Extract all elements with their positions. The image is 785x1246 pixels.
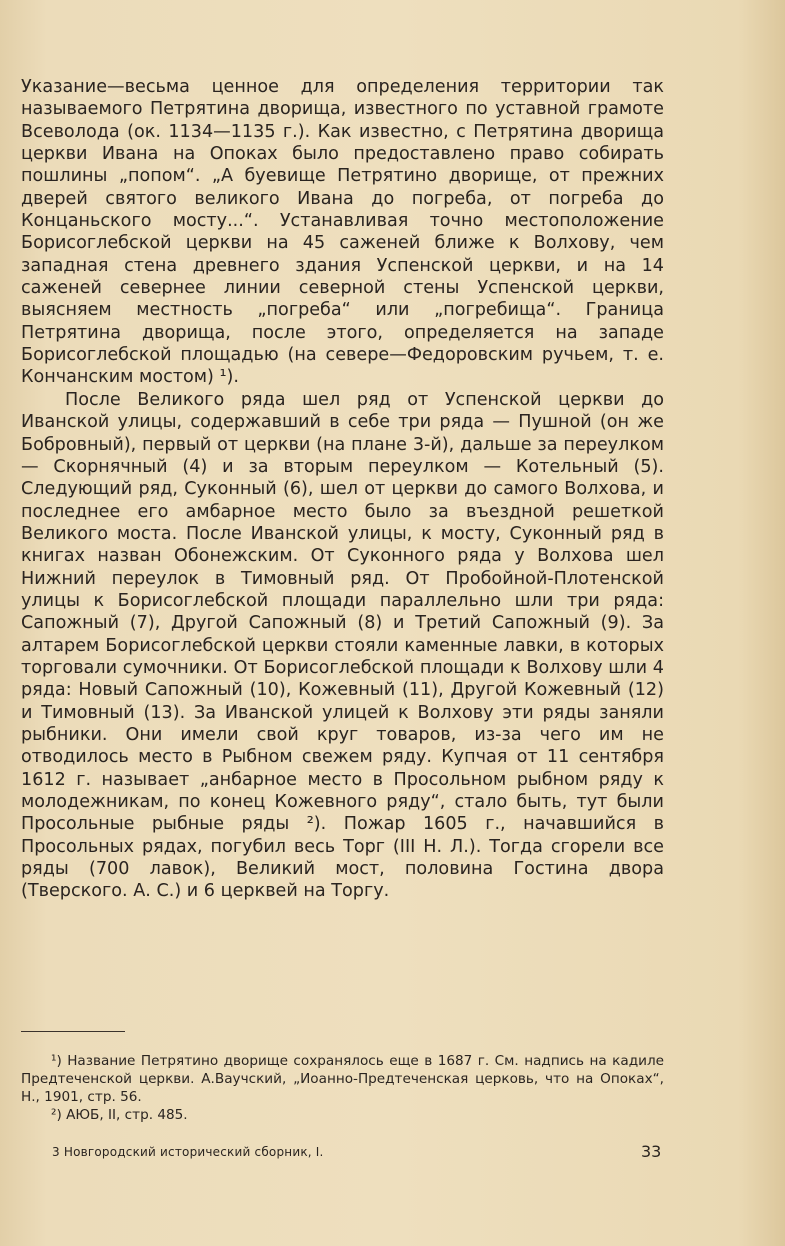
- printer-signature: 3 Новгородский исторический сборник, I.: [52, 1145, 324, 1159]
- footnote-2: ²) АЮБ, II, стр. 485.: [51, 1107, 188, 1123]
- footnote-1: ¹) Название Петрятино дворище сохранялось еще в 1687 г. См. надпись на кадиле Предтеченской церкви. А.Ваучский, „Иоанно-Предтеченская церковь, что на Опоках“, Н., 1901, стр. 56.: [21, 1053, 664, 1105]
- footnote-divider: [21, 1031, 125, 1032]
- footnotes: [21, 1052, 664, 1124]
- paragraph-2: После Великого ряда шел ряд от Успенской церкви до Иванской улицы, содержавший в себе три ряда — Пушной (он же Бобровный), первый от церкви (на плане 3-й), дальше за переулком — Скорнячный (4) и за вторым переулком — Котельный (5). Следующий ряд, Суконный (6), шел от церкви до самого Волхова, и последнее его амбарное место было за въездной решеткой Великого моста. После Иванской улицы, к мосту, Суконный ряд в книгах назван Обонежским. От Суконного ряда у Волхова шел Нижний переулок в Тимовный ряд. От Пробойной-Плотенской улицы к Борисоглебской площади параллельно шли три ряда: Сапожный (7), Другой Сапожный (8) и Третий Сапожный (9). За алтарем Борисоглебской церкви стояли каменные лавки, в которых торговали сумочники. От Борисоглебской площади к Волхову шли 4 ряда: Новый Сапожный (10), Кожевный (11), Другой Кожевный (12) и Тимовный (13). За Иванской улицей к Волхову эти ряды заняли рыбники. Они имели свой круг товаров, из-за чего им не отводилось место в Рыбном свежем ряду. Купчая от 11 сентября 1612 г. называет „анбарное место в Просольном рыбном ряду к молодежникам, по конец Кожевного ряду“, стало быть, тут были Просольные рыбные ряды ²). Пожар 1605 г., начавшийся в Просольных рядах, погубил весь Торг (III Н. Л.). Тогда сгорели все ряды (700 лавок), Великий мост, половина Гостина двора (Тверского. А. С.) и 6 церквей на Торгу.: [21, 389, 664, 902]
- paragraph-1: Указание—весьма ценное для определения территории так называемого Петрятина дворища, известного по уставной грамоте Всеволода (ок. 1134—1135 г.). Как известно, с Петрятина дворища церкви Ивана на Опоках было предоставлено право собирать пошлины „попом“. „А буевище Петрятино дворище, от прежних дверей святого великого Ивана до погреба, от погреба до Концаньского мосту...“. Устанавливая точно местоположение Борисоглебской церкви на 45 саженей ближе к Волхову, чем западная стена древнего здания Успенской церкви, и на 14 саженей севернее линии северной стены Успенской церкви, выясняем местность „погреба“ или „погребища“. Граница Петрятина дворища, после этого, определяется на западе Борисоглебской площадью (на севере—Федоровским ручьем, т. е. Кончанским мостом) ¹).: [21, 77, 664, 388]
- page-number: 33: [641, 1142, 662, 1161]
- main-text: [21, 76, 664, 903]
